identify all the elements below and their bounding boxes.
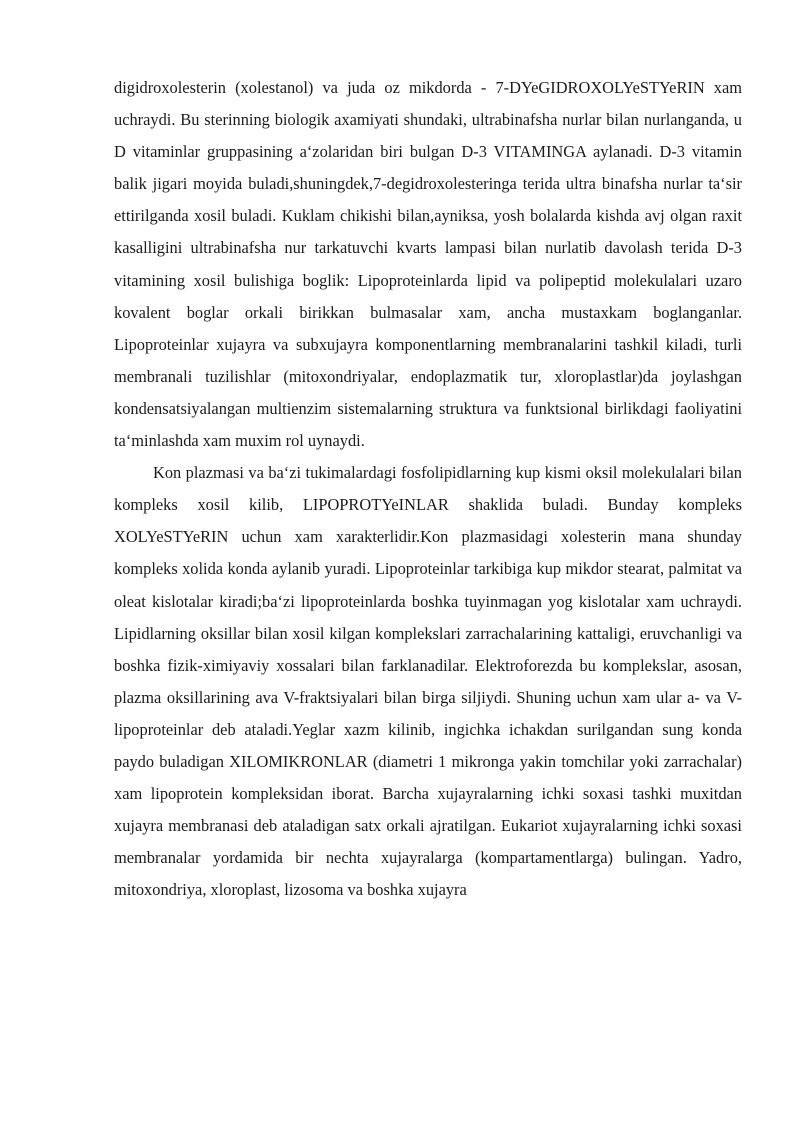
body-text — [114, 72, 742, 906]
paragraph-1: digidroxolesterin (xolestanol) va juda oz mikdorda - 7-DYeGIDROXOLYeSTYeRIN xam uchraydi. Bu sterinning biologik axamiyati shundaki, ultrabinafsha nurlar bilan nurlanganda, u D vitaminlar gruppasining a‘zolaridan biri bulgan D-3 VITAMINGA aylanadi. D-3 vitamin balik jigari moyida buladi,shuningdek,7-degidroxolesteringa terida ultra binafsha nurlar ta‘sir ettirilganda xosil buladi. Kuklam chikishi bilan,ayniksa, yosh bolalarda kishda avj olgan raxit kasalligini ultrabinafsha nur tarkatuvchi kvarts lampasi bilan nurlatib davolash terida D-3 vitamining xosil bulishiga boglik: Lipoproteinlarda lipid va polipeptid molekulalari uzaro kovalent boglar orkali birikkan bulmasalar xam, ancha mustaxkam boglanganlar. Lipoproteinlar xujayra va subxujayra komponentlarning membranalarini tashkil kiladi, turli membranali tuzilishlar (mitoxondriyalar, endoplazmatik tur, xloroplastlar)da joylashgan kondensatsiyalangan multienzim sistemalarning struktura va funktsional birlikdagi faoliyatini ta‘minlashda xam muxim rol uynaydi. — [114, 78, 742, 451]
paragraph-2: Kon plazmasi va ba‘zi tukimalardagi fosfolipidlarning kup kismi oksil molekulalari bilan kompleks xosil kilib, LIPOPROTYeINLAR shaklida buladi. Bunday kompleks XOLYeSTYeRIN uchun xam xarakterlidir.Kon plazmasidagi xolesterin mana shunday kompleks xolida konda aylanib yuradi. Lipoproteinlar tarkibiga kup mikdor stearat, palmitat va oleat kislotalar kiradi;ba‘zi lipoproteinlarda boshka tuyinmagan yog kislotalar xam uchraydi. Lipidlarning oksillar bilan xosil kilgan komplekslari zarrachalarining kattaligi, eruvchanligi va boshka fizik-ximiyaviy xossalari bilan farklanadilar. Elektroforezda bu komplekslar, asosan, plazma oksillarining ava V-fraktsiyalari bilan birga siljiydi. Shuning uchun xam ular a- va V-lipoproteinlar deb ataladi.Yeglar xazm kilinib, ingichka ichakdan surilgandan sung konda paydo buladigan XILOMIKRONLAR (diametri 1 mikronga yakin tomchilar yoki zarrachalar) xam lipoprotein kompleksidan iborat. Barcha xujayralarning ichki soxasi tashki muxitdan xujayra membranasi deb ataladigan satx orkali ajratilgan. Eukariot xujayralarning ichki soxasi membranalar yordamida bir nechta xujayralarga (kompartamentlarga) bulingan. Yadro, mitoxondriya, xloroplast, lizosoma va boshka xujayra — [114, 463, 742, 900]
